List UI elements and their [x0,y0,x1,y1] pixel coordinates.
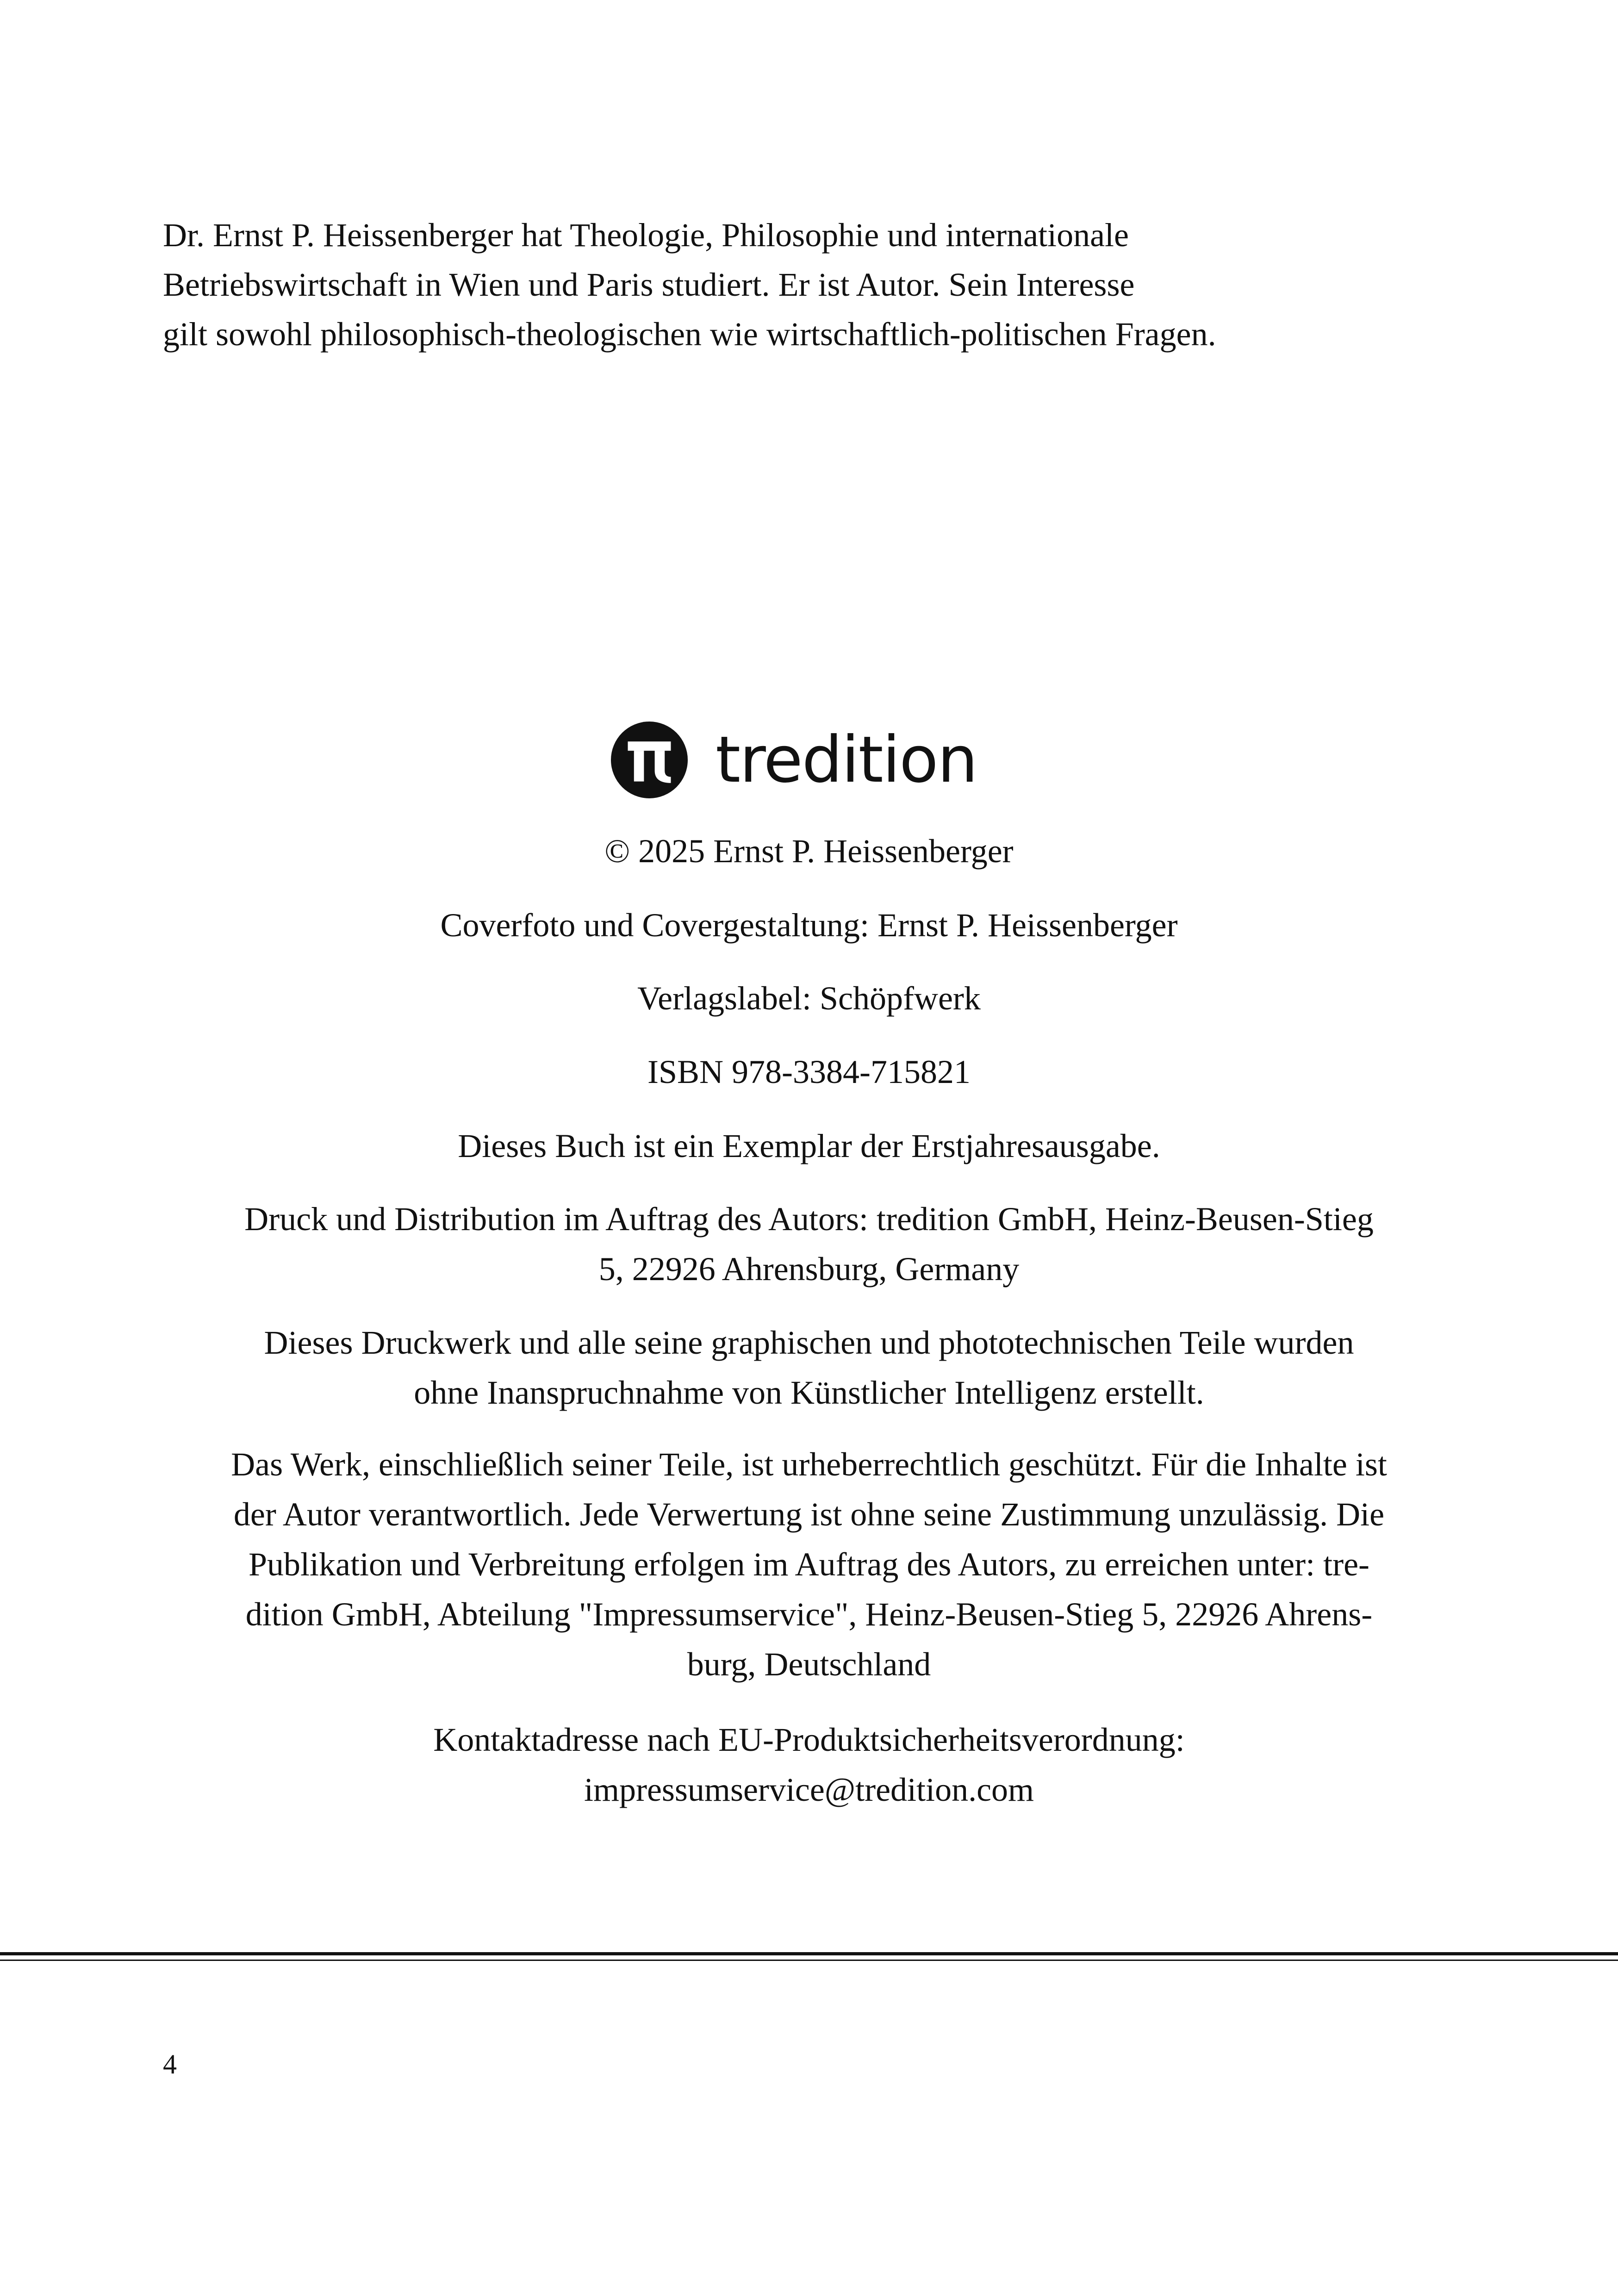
edition-note: Dieses Buch ist ein Exemplar der Erstjahresausgabe. [458,1127,1160,1164]
copyright-notice-line: Das Werk, einschließlich seiner Teile, ist urheberrechtlich geschützt. Für die Inhalte ist [231,1446,1387,1483]
contact-line: Kontaktadresse nach EU-Produktsicherheitsverordnung: [433,1721,1185,1758]
ai-disclaimer-line: ohne Inanspruchnahme von Künstlicher Intelligenz erstellt. [414,1374,1204,1411]
logo-wordmark: tredition [716,722,977,797]
copyright-line: © 2025 Ernst P. Heissenberger [604,833,1014,870]
copyright-notice-line: der Autor verantwortlich. Jede Verwertung ist ohne seine Zustimmung unzulässig. Die [233,1496,1385,1533]
distribution-note [139,1194,1479,1294]
copyright-notice-line: burg, Deutschland [687,1646,931,1683]
distribution-line: Druck und Distribution im Auftrag des Autors: tredition GmbH, Heinz-Beusen-Stieg [244,1201,1374,1238]
contact-email: impressumservice@tredition.com [584,1771,1034,1808]
author-bio-line: gilt sowohl philosophisch-theologischen wie wirtschaftlich-politischen Fragen. [163,316,1216,353]
isbn-line: ISBN 978-3384-715821 [647,1053,971,1090]
publisher-logo [611,718,977,802]
distribution-line: 5, 22926 Ahrensburg, Germany [598,1251,1020,1288]
copyright-notice [139,1439,1479,1689]
footer-rule-thin [0,1960,1618,1961]
page-number: 4 [163,2049,177,2079]
contact-address [139,1715,1479,1815]
footer-rule [0,1952,1618,1955]
copyright-notice-line: Publikation und Verbreitung erfolgen im Auftrag des Autors, zu erreichen unter: tre- [248,1546,1370,1583]
author-bio-line: Betriebswirtschaft in Wien und Paris studiert. Er ist Autor. Sein Interesse [163,266,1135,303]
tredition-logo-icon [611,722,688,798]
ai-disclaimer [139,1318,1479,1418]
ai-disclaimer-line: Dieses Druckwerk und alle seine graphischen und phototechnischen Teile wurden [264,1324,1354,1361]
publisher-label: Verlagslabel: Schöpfwerk [637,980,981,1017]
cover-credit: Coverfoto und Covergestaltung: Ernst P. Heissenberger [440,907,1178,944]
copyright-notice-line: dition GmbH, Abteilung "Impressumservice", Heinz-Beusen-Stieg 5, 22926 Ahrens- [245,1596,1373,1633]
author-bio-line: Dr. Ernst P. Heissenberger hat Theologie, Philosophie und internationale [163,217,1129,254]
author-bio [163,211,1505,359]
